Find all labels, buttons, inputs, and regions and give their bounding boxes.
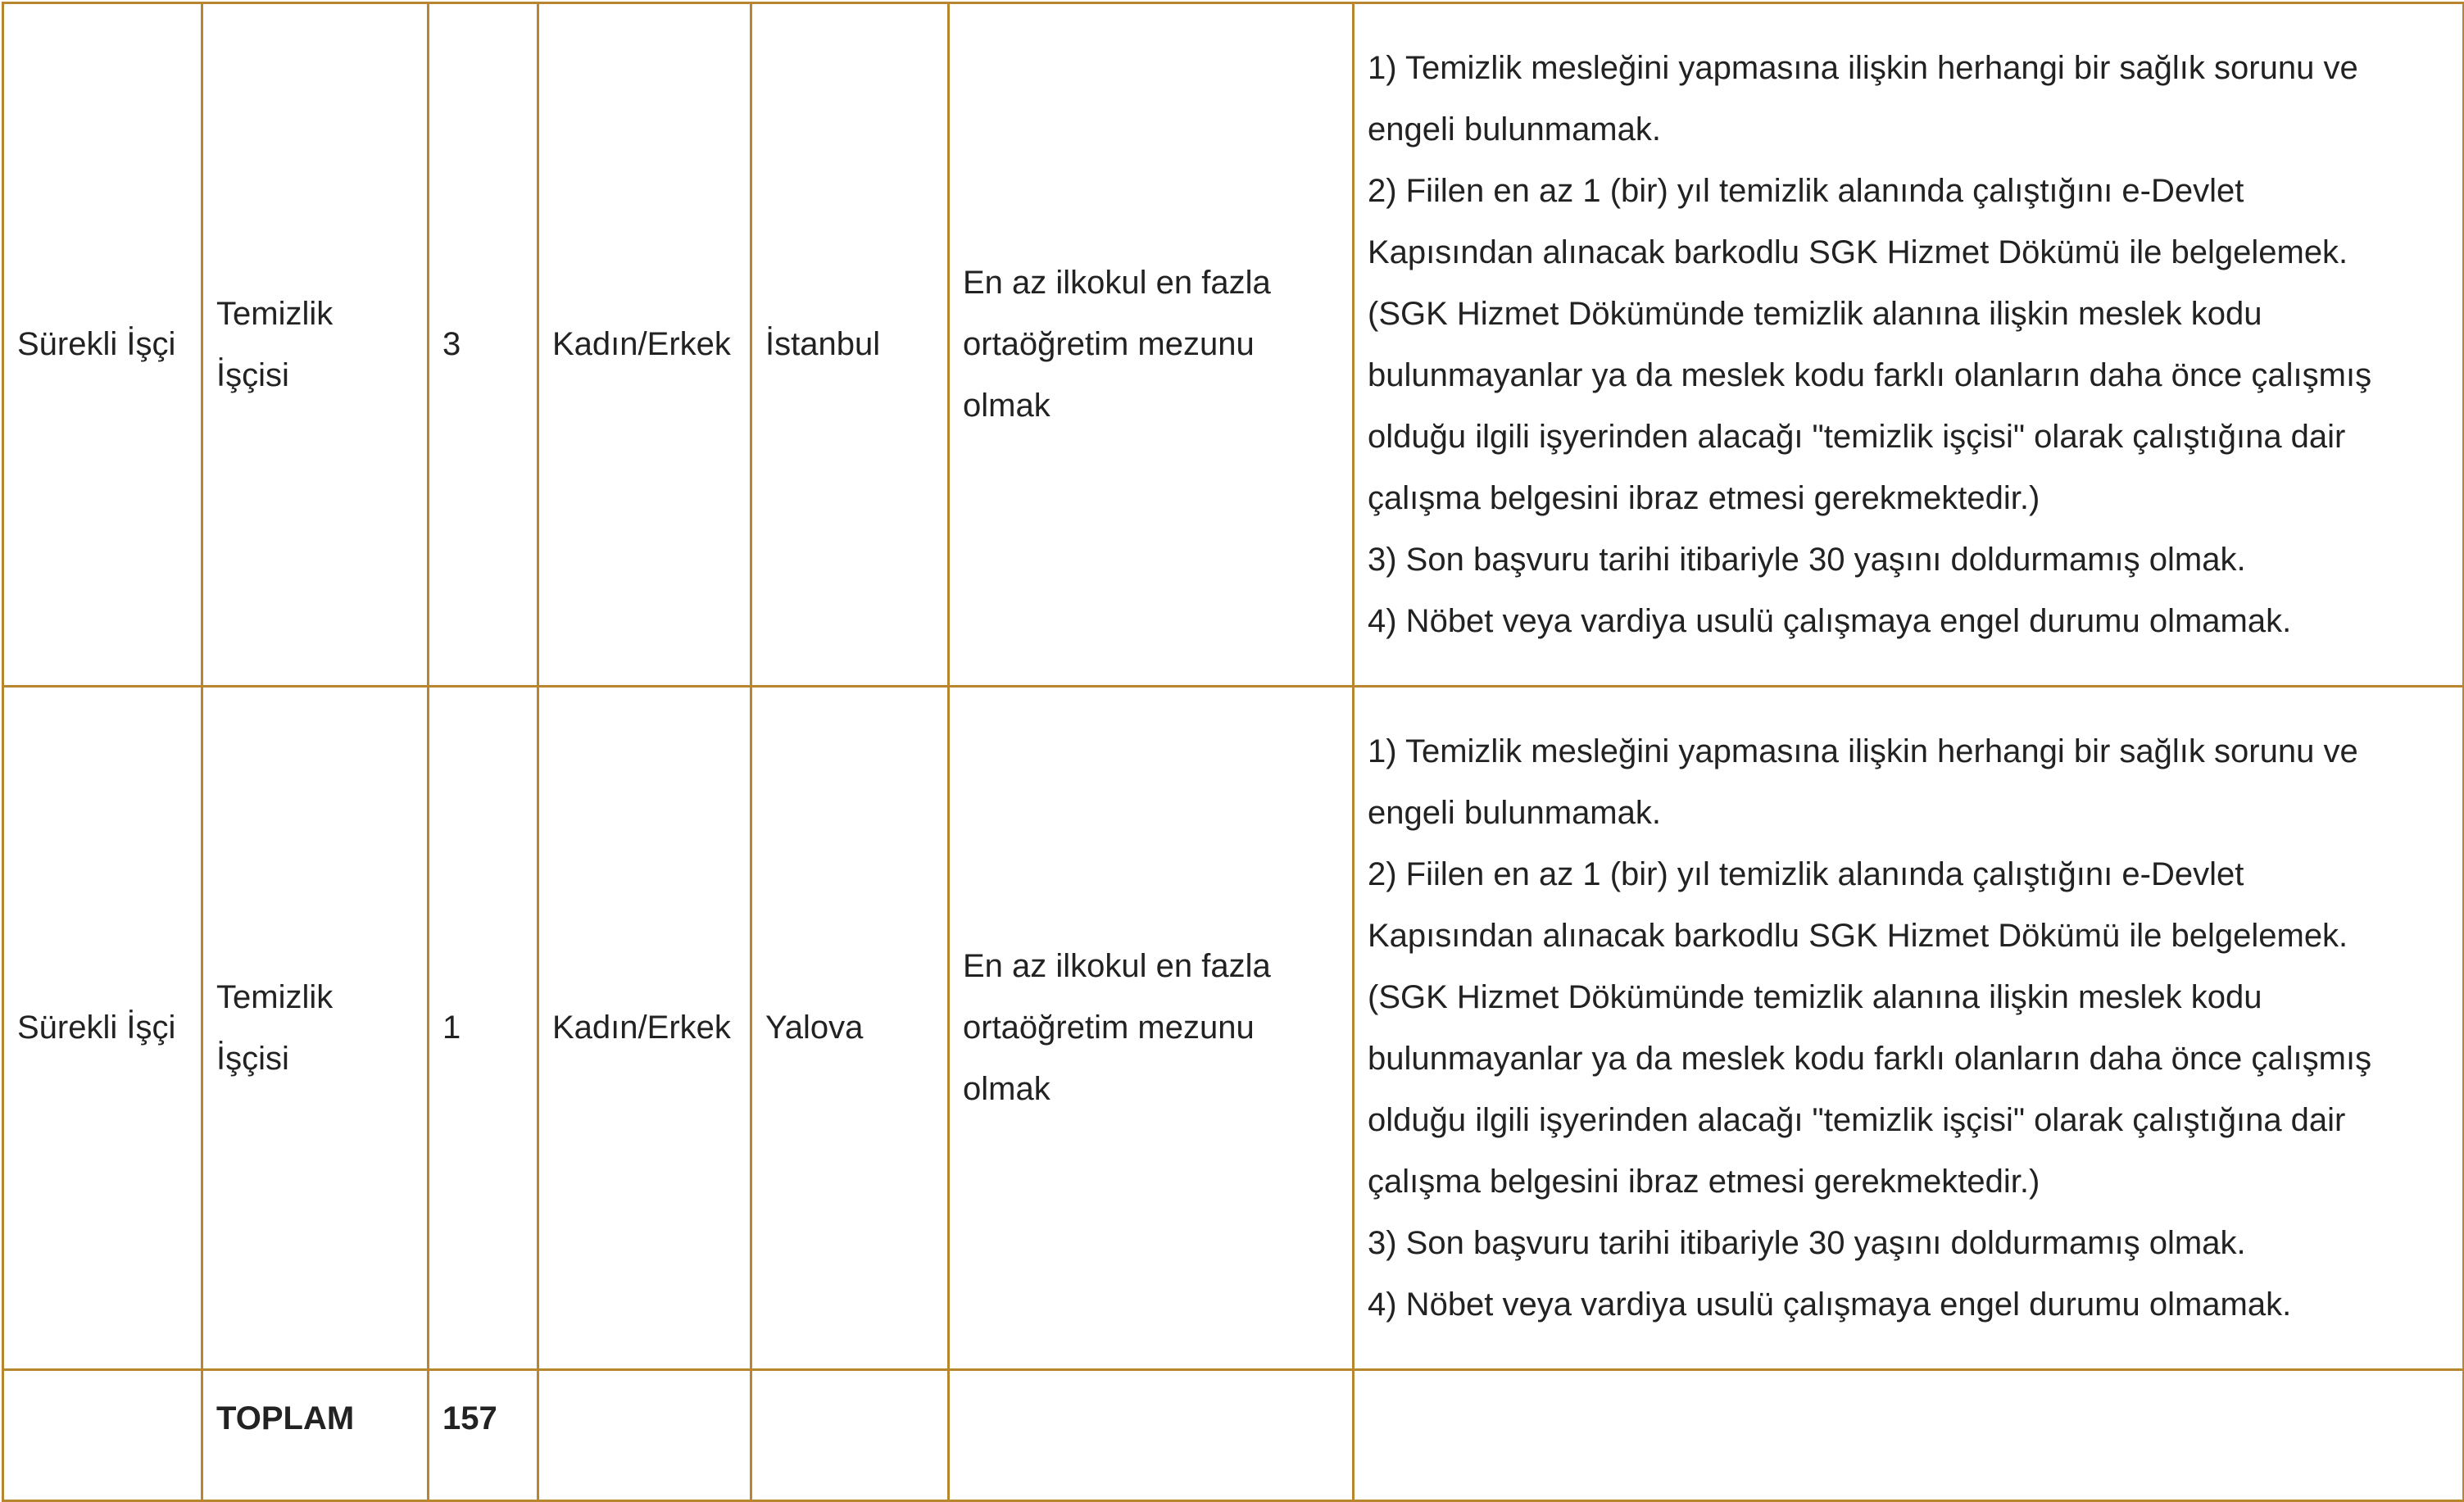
- requirement-line: 1) Temizlik mesleğini yapmasına ilişkin herhangi bir sağlık sorunu ve: [1368, 733, 2358, 769]
- headcount-cell: 3: [429, 3, 538, 687]
- requirement-line: bulunmayanlar ya da meslek kodu farklı olanların daha önce çalışmış: [1368, 356, 2372, 393]
- empty-cell: [751, 1370, 949, 1501]
- table-row: [3, 3, 2464, 687]
- education-line: ortaöğretim mezunu: [963, 326, 1255, 362]
- requirements-cell: [1354, 687, 2464, 1370]
- requirement-line: 2) Fiilen en az 1 (bir) yıl temizlik alanında çalıştığını e-Devlet: [1368, 172, 2244, 209]
- position-title-line: İşçisi: [216, 356, 289, 393]
- total-value: 157: [429, 1370, 538, 1501]
- education-line: olmak: [963, 1071, 1050, 1107]
- requirements-cell: [1354, 3, 2464, 687]
- requirement-line: çalışma belgesini ibraz etmesi gerekmektedir.): [1368, 479, 2040, 516]
- location-cell: Yalova: [751, 687, 949, 1370]
- employment-type-cell: Sürekli İşçi: [3, 687, 202, 1370]
- education-line: En az ilkokul en fazla: [963, 948, 1271, 984]
- empty-cell: [3, 1370, 202, 1501]
- education-line: ortaöğretim mezunu: [963, 1010, 1255, 1046]
- employment-type-cell: Sürekli İşçi: [3, 3, 202, 687]
- requirement-line: Kapısından alınacak barkodlu SGK Hizmet Dökümü ile belgelemek.: [1368, 234, 2348, 270]
- empty-cell: [1354, 1370, 2464, 1501]
- headcount-cell: 1: [429, 687, 538, 1370]
- education-line: olmak: [963, 388, 1050, 424]
- requirement-line: (SGK Hizmet Dökümünde temizlik alanına ilişkin meslek kodu: [1368, 295, 2262, 332]
- position-title-cell: [202, 687, 429, 1370]
- gender-cell: Kadın/Erkek: [538, 687, 751, 1370]
- position-title-line: Temizlik: [216, 978, 334, 1015]
- requirement-line: olduğu ilgili işyerinden alacağı "temizlik işçisi" olarak çalıştığına dair: [1368, 1101, 2346, 1138]
- empty-cell: [538, 1370, 751, 1501]
- requirement-line: çalışma belgesini ibraz etmesi gerekmektedir.): [1368, 1163, 2040, 1200]
- total-label: TOPLAM: [202, 1370, 429, 1501]
- requirement-line: 1) Temizlik mesleğini yapmasına ilişkin herhangi bir sağlık sorunu ve: [1368, 49, 2358, 86]
- position-title-line: Temizlik: [216, 295, 334, 332]
- job-listing-table: [2, 2, 2464, 1502]
- total-row: [3, 1370, 2464, 1501]
- education-cell: [949, 687, 1354, 1370]
- requirement-line: olduğu ilgili işyerinden alacağı "temizlik işçisi" olarak çalıştığına dair: [1368, 418, 2346, 455]
- table-row: [3, 687, 2464, 1370]
- requirement-line: 4) Nöbet veya vardiya usulü çalışmaya engel durumu olmamak.: [1368, 1286, 2292, 1323]
- position-title-line: İşçisi: [216, 1040, 289, 1077]
- requirement-line: 3) Son başvuru tarihi itibariyle 30 yaşını doldurmamış olmak.: [1368, 541, 2246, 578]
- requirement-line: Kapısından alınacak barkodlu SGK Hizmet Dökümü ile belgelemek.: [1368, 917, 2348, 954]
- location-cell: İstanbul: [751, 3, 949, 687]
- education-line: En az ilkokul en fazla: [963, 265, 1271, 301]
- requirement-line: (SGK Hizmet Dökümünde temizlik alanına ilişkin meslek kodu: [1368, 978, 2262, 1015]
- education-cell: [949, 3, 1354, 687]
- gender-cell: Kadın/Erkek: [538, 3, 751, 687]
- requirement-line: bulunmayanlar ya da meslek kodu farklı olanların daha önce çalışmış: [1368, 1040, 2372, 1077]
- requirement-line: 4) Nöbet veya vardiya usulü çalışmaya engel durumu olmamak.: [1368, 602, 2292, 639]
- requirement-line: 3) Son başvuru tarihi itibariyle 30 yaşını doldurmamış olmak.: [1368, 1224, 2246, 1261]
- requirement-line: engeli bulunmamak.: [1368, 794, 1661, 831]
- requirement-line: engeli bulunmamak.: [1368, 111, 1661, 147]
- empty-cell: [949, 1370, 1354, 1501]
- position-title-cell: [202, 3, 429, 687]
- requirement-line: 2) Fiilen en az 1 (bir) yıl temizlik alanında çalıştığını e-Devlet: [1368, 855, 2244, 892]
